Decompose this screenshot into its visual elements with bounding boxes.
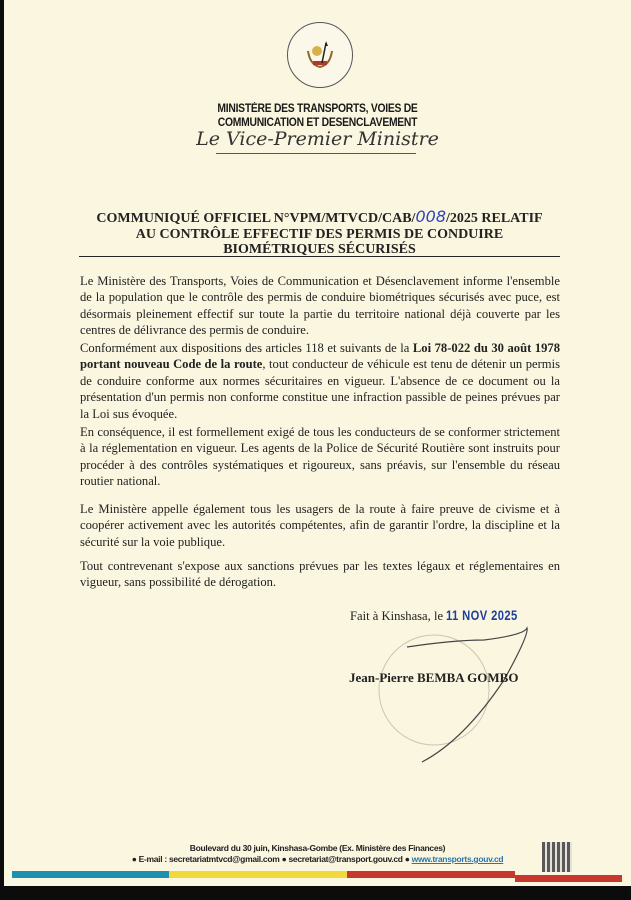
flag-bar-blue [12, 871, 169, 878]
flag-bar-red [347, 871, 515, 878]
law-reference: Loi 78-022 du 30 août 1978 portant nouveau Code de la route [80, 341, 560, 372]
qr-code [542, 842, 572, 872]
address: Boulevard du 30 juin, Kinshasa-Gombe (Ex. Ministère des Finances) [189, 843, 446, 853]
office-title: Le Vice-Premier Ministre [196, 128, 439, 150]
paragraph-2-text-cont: , tout conducteur de véhicule est tenu de détenir un permis de conduire conforme aux normes sécuritaires en vigueur. L'absence de ce document ou la présentation d'un permis non conforme constitue une infraction passible de peines prévues par la Loi sus évoquée. [80, 357, 560, 421]
website-link[interactable]: www.transports.gouv.cd [411, 854, 504, 864]
flag-bar-red-end [515, 875, 622, 882]
email-2: ● secretariat@transport.gouv.cd ● [279, 854, 412, 864]
communique-number: 008 [415, 207, 446, 226]
ministry-line-2: COMMUNICATION ET DESENCLAVEMENT [217, 117, 418, 129]
ministry-line-1: MINISTÈRE DES TRANSPORTS, VOIES DE [217, 103, 418, 115]
paragraph-4: Le Ministère appelle également tous les usagers de la route à faire preuve de civisme et à coopérer activement avec les autorités compétentes, afin de garantir l'ordre, la discipline et la sécurité sur la voie publique. [80, 502, 560, 549]
place: Fait à Kinshasa, le [350, 609, 447, 623]
paragraph-1: Le Ministère des Transports, Voies de Communication et Désenclavement informe l'ensemble de la population que le contrôle des permis de conduire biométriques sécurisés avec puce, est désormais pleinement effectif sur toute la partie du territoire national déjà couverte par les centres de délivrance des permis de conduire. [80, 274, 560, 338]
handwritten-signature [4, 0, 631, 900]
email: ● E-mail : secretariatmtvcd@gmail.com [131, 854, 280, 864]
signatory-name: Jean-Pierre BEMBA GOMBO [349, 670, 519, 685]
document-page [4, 0, 631, 886]
title-line-3: BIOMÉTRIQUES SÉCURISÉS [223, 242, 416, 257]
paragraph-2-text: Conformément aux dispositions des articles 118 et suivants de la [80, 341, 413, 355]
flag-bar-yellow [169, 871, 347, 878]
title-line-2: AU CONTRÔLE EFFECTIF DES PERMIS DE CONDUIRE [135, 226, 504, 242]
paragraph-3: En conséquence, il est formellement exigé de tous les conducteurs de se conformer strictement à la réglementation en vigueur. Les agents de la Police de Sécurité Routière sont instruits pour procéder à des contrôles systématiques et rigoureux, sans préavis, sur l'ensemble du réseau routier national. [80, 425, 560, 489]
title-suffix: /2025 RELATIF [446, 211, 543, 226]
title-prefix: COMMUNIQUÉ OFFICIEL N°VPM/MTVCD/CAB/ [96, 211, 416, 226]
footer-address [4, 843, 631, 865]
paragraph-5: Tout contrevenant s'expose aux sanctions prévues par les textes légaux et réglementaires en vigueur, sans possibilité de dérogation. [80, 559, 560, 590]
date-stamp: 11 NOV 2025 [446, 607, 518, 623]
